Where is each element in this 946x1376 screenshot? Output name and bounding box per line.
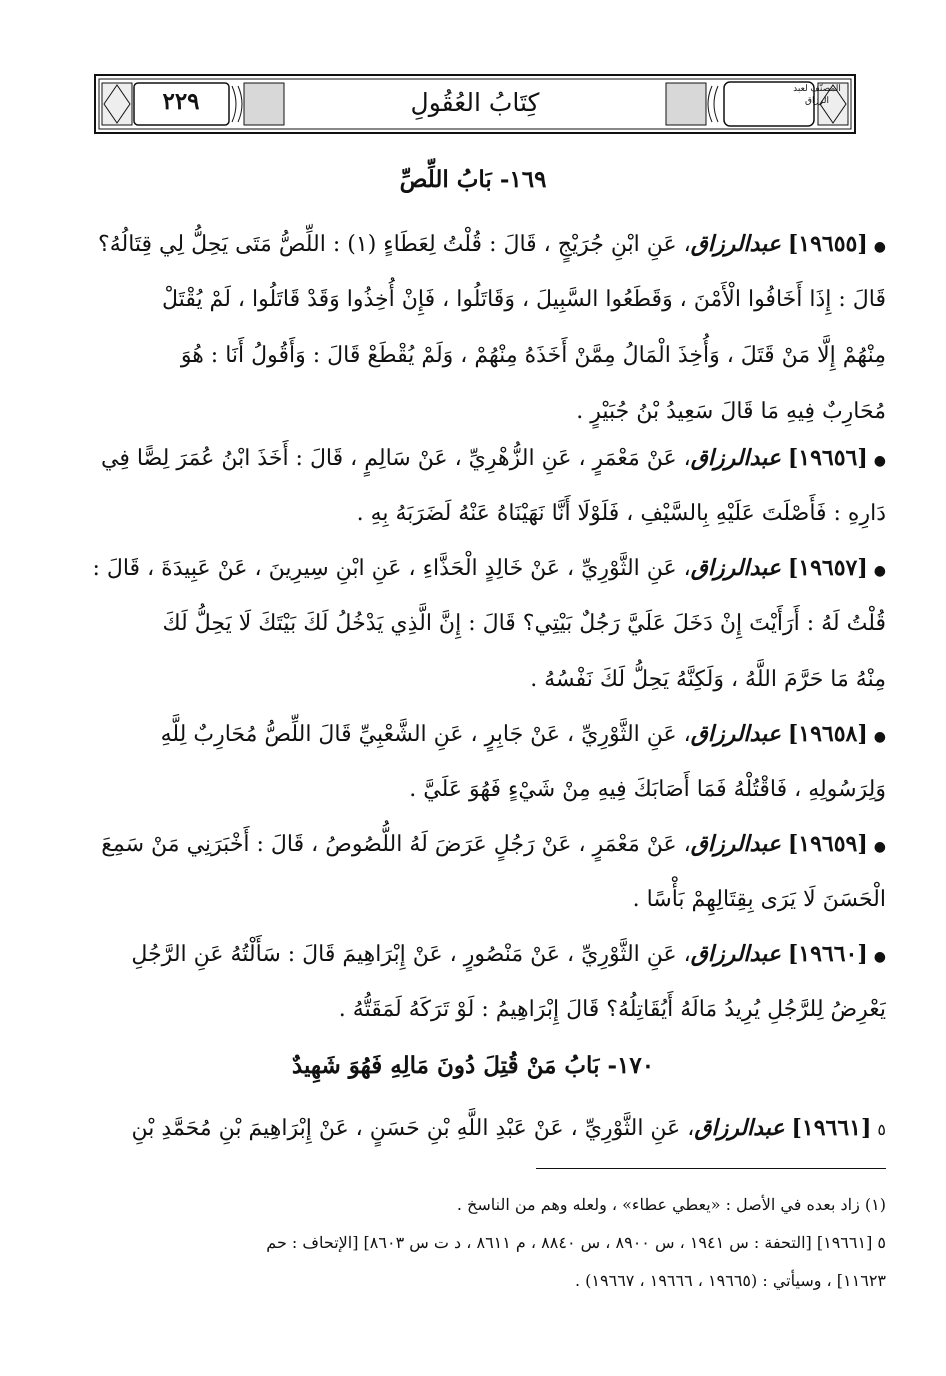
footnote-line: (١) زاد بعده في الأصل : «يعطي عطاء» ، ولعله وهم من الناسخ . xyxy=(456,1195,886,1214)
entry-line: يَعْرِضُ لِلرَّجُلِ يُرِيدُ مَالَهُ أَيُقَاتِلُهُ؟ قَالَ إِبْرَاهِيمُ : لَوْ تَرَكَهُ لَمَقَتُّهُ . xyxy=(338,997,886,1022)
entry-text: ، عَنْ مَعْمَرٍ ، عَنِ الزُّهْرِيِّ ، عَنْ سَالِمٍ ، قَالَ : أَخَذَ ابْنُ عُمَرَ لِصًّا فِي xyxy=(101,446,691,471)
narrator-name: عبدالرزاق xyxy=(690,231,781,257)
entry-line: مُحَارِبٌ فِيهِ مَا قَالَ سَعِيدُ بْنُ جُبَيْرٍ . xyxy=(576,399,886,424)
hadith-entry xyxy=(60,430,886,542)
narrator-name: عبدالرزاق xyxy=(694,1115,785,1141)
hadith-number: [١٩٦٥٥] xyxy=(787,231,868,257)
section-heading: ١٧٠- بَابُ مَنْ قُتِلَ دُونَ مَالِهِ فَهُوَ شَهِيدٌ xyxy=(291,1052,655,1079)
narrator-name: عبدالرزاق xyxy=(690,831,781,857)
book-logo: المصنّف لعبد الرزاق xyxy=(793,84,841,106)
entry-line xyxy=(60,816,886,872)
entry-text: ، عَنِ الثَّوْرِيِّ ، عَنْ مَنْصُورٍ ، عَنْ إِبْرَاهِيمَ قَالَ : سَأَلْتُهُ عَنِ الرَّجُلِ xyxy=(131,942,691,967)
entry-line xyxy=(60,706,886,762)
entry-text: ، عَنْ مَعْمَرٍ ، عَنْ رَجُلٍ عَرَضَ لَهُ اللُّصُوصُ ، قَالَ : أَخْبَرَنِي مَنْ سَمِعَ xyxy=(101,832,691,857)
hadith-entry xyxy=(60,926,886,1038)
bullet-icon: ● xyxy=(873,729,886,745)
entry-text: ، عَنِ الثَّوْرِيِّ ، عَنْ جَابِرٍ ، عَنِ الشَّعْبِيِّ قَالَ اللِّصُّ مُحَارِبٌ لِلَّهِ xyxy=(160,722,691,747)
entry-line: دَارِهِ : فَأَصْلَتَ عَلَيْهِ بِالسَّيْفِ ، فَلَوْلَا أَنَّا نَهَيْنَاهُ عَنْهُ لَضَرَبَهُ بِهِ . xyxy=(356,501,886,526)
entry-line xyxy=(60,540,886,596)
hadith-number: [١٩٦٦٠] xyxy=(787,941,868,967)
hadith-entry xyxy=(60,216,886,440)
section-heading: ١٦٩- بَابُ اللِّصِّ xyxy=(399,166,547,193)
page-number: ٢٢٩ xyxy=(162,88,200,115)
bullet-icon: ● xyxy=(873,839,886,855)
ring-marker-icon: ٥ xyxy=(877,1120,886,1139)
entry-text: ، عَنِ ابْنِ جُرَيْجٍ ، قَالَ : قُلْتُ لِعَطَاءٍ (١) : اللِّصُّ مَتَى يَحِلُّ لِي قِتَالُهُ؟ xyxy=(98,232,691,257)
entry-line: قُلْتُ لَهُ : أَرَأَيْتَ إِنْ دَخَلَ عَلَيَّ رَجُلٌ بَيْتِي؟ قَالَ : إِنَّ الَّذِي يَدْخُلُ لَكَ بَيْتَكَ لَا يَحِلُّ لَكَ xyxy=(162,611,886,636)
footnotes xyxy=(60,1186,886,1300)
bullet-icon: ● xyxy=(873,239,886,255)
footnote-line: ٥ [١٩٦٦١] [التحفة : س ١٩٤١ ، س ٨٩٠٠ ، س ٨٨٤٠ ، م ٨٦١١ ، د ت س ٨٦٠٣] [الإتحاف : حم xyxy=(266,1233,886,1252)
hadith-number: [١٩٦٥٨] xyxy=(787,721,868,747)
entry-line: مِنْهُ مَا حَرَّمَ اللَّهُ ، وَلَكِنَّهُ يَحِلُّ لَكَ نَفْسُهُ . xyxy=(530,667,886,692)
bullet-icon: ● xyxy=(873,949,886,965)
entry-line: قَالَ : إِذَا أَخَافُوا الْأَمْنَ ، وَقَطَعُوا السَّبِيلَ ، وَقَاتَلُوا ، فَإِنْ أُخِذُوا وَقَدْ قَاتَلُوا ، لَمْ يُقْتَلْ xyxy=(162,287,886,312)
hadith-entry xyxy=(60,816,886,928)
entry-line xyxy=(60,1100,886,1156)
entry-line xyxy=(60,216,886,272)
hadith-entry xyxy=(60,540,886,708)
running-title: كِتَابُ العُقُولِ xyxy=(410,88,540,117)
narrator-name: عبدالرزاق xyxy=(690,721,781,747)
entry-line: مِنْهُمْ إِلَّا مَنْ قَتَلَ ، وَأُخِذَ الْمَالُ مِمَّنْ أَخَذَهُ مِنْهُمْ ، وَلَمْ يُقْطَعْ قَالَ : وَأَقُولُ أَنَا : هُوَ xyxy=(180,343,886,368)
narrator-name: عبدالرزاق xyxy=(690,445,781,471)
bullet-icon: ● xyxy=(873,453,886,469)
entry-line xyxy=(60,430,886,486)
entry-line xyxy=(60,926,886,982)
entry-text: ، عَنِ الثَّوْرِيِّ ، عَنْ خَالِدٍ الْحَذَّاءِ ، عَنِ ابْنِ سِيرِينَ ، عَنْ عَبِيدَةَ ، قَالَ : xyxy=(92,556,691,581)
page-header xyxy=(94,74,856,134)
bullet-icon: ● xyxy=(873,563,886,579)
hadith-number: [١٩٦٥٦] xyxy=(787,445,868,471)
narrator-name: عبدالرزاق xyxy=(690,941,781,967)
hadith-number: [١٩٦٥٩] xyxy=(787,831,868,857)
entry-line: وَلِرَسُولِهِ ، فَاقْتُلْهُ فَمَا أَصَابَكَ فِيهِ مِنْ شَيْءٍ فَهُوَ عَلَيَّ . xyxy=(409,777,886,802)
footnote-line: ١١٦٢٣] ، وسيأتي : (١٩٦٦٥ ، ١٩٦٦٦ ، ١٩٦٦٧) . xyxy=(575,1271,886,1290)
entry-text: ، عَنِ الثَّوْرِيِّ ، عَنْ عَبْدِ اللَّهِ بْنِ حَسَنٍ ، عَنْ إِبْرَاهِيمَ بْنِ مُحَمَّدِ بْنِ xyxy=(131,1116,695,1141)
narrator-name: عبدالرزاق xyxy=(690,555,781,581)
hadith-entry xyxy=(60,706,886,818)
footnote-divider xyxy=(536,1168,886,1169)
hadith-number: [١٩٦٥٧] xyxy=(787,555,868,581)
hadith-number: [١٩٦٦١] xyxy=(791,1115,872,1141)
hadith-entry xyxy=(60,1100,886,1156)
entry-line: الْحَسَنَ لَا يَرَى بِقِتَالِهِمْ بَأْسًا . xyxy=(632,887,886,912)
